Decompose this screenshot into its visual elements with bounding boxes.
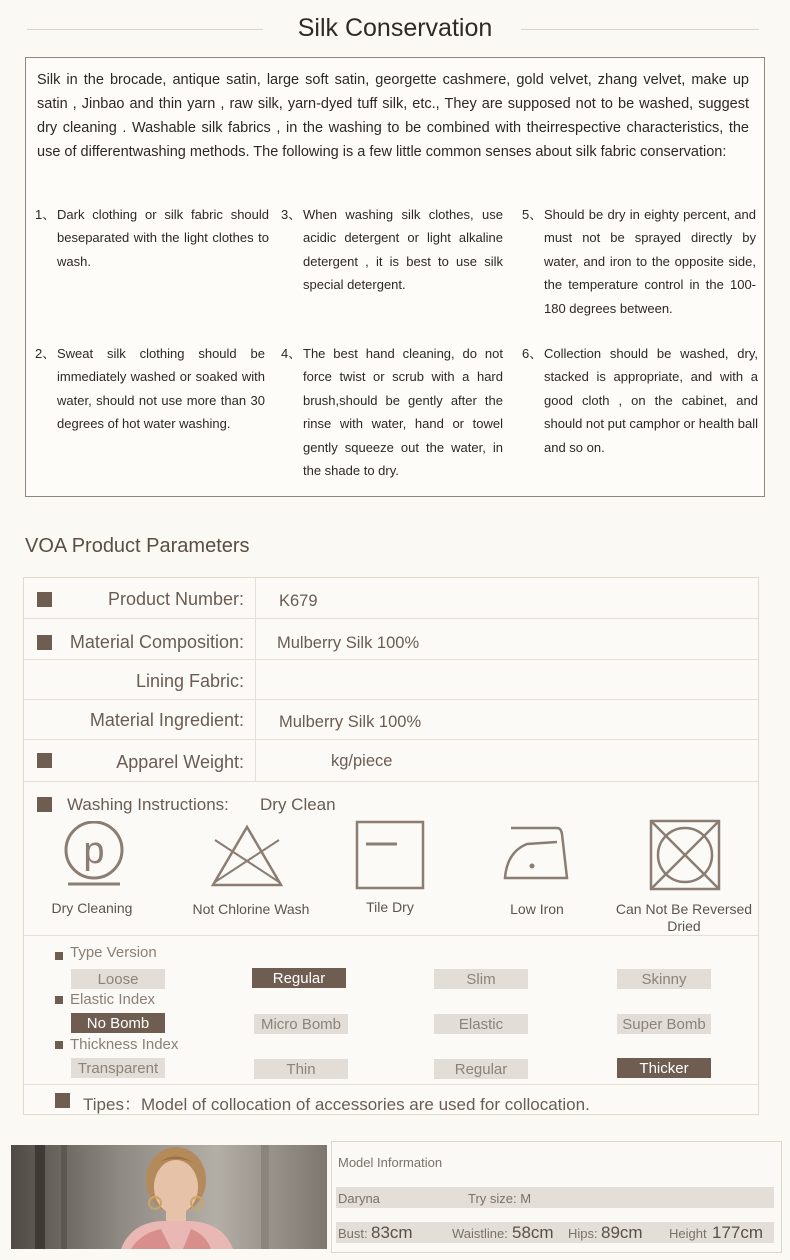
tile-dry-icon bbox=[355, 820, 425, 890]
param-label: Material Ingredient: bbox=[89, 710, 244, 730]
chip-thin: Thin bbox=[254, 1059, 348, 1079]
row-divider bbox=[255, 739, 256, 781]
tip-number: 6、 bbox=[522, 346, 543, 361]
silk-intro-text: Silk in the brocade, antique satin, large soft satin, georgette cashmere, gold velvet, zhang velvet, make up satin , Jinbao and thin yarn , raw silk, yarn-dyed tuff silk, etc., They are supposed not to be washed, suggest dry cleaning . Washable silk fabrics , in the washing to be combined with theirrespective characteristics, the use of differentwashing methods. The following is a few little common senses about silk fabric conservation: bbox=[37, 72, 749, 160]
waist-value: 58cm bbox=[512, 1223, 554, 1242]
wash-icon-label: Tile Dry bbox=[366, 899, 414, 915]
param-value: kg/piece bbox=[331, 752, 393, 770]
tip-number: 1、 bbox=[35, 207, 56, 222]
params-table bbox=[23, 577, 759, 1115]
hips-label: Hips: bbox=[568, 1226, 598, 1241]
bullet-square-icon bbox=[55, 1041, 63, 1049]
param-value: Mulberry Silk 100% bbox=[279, 713, 422, 731]
param-row-material-composition bbox=[24, 618, 758, 660]
washing-section bbox=[24, 781, 758, 936]
chip-thicker: Thicker bbox=[617, 1058, 711, 1078]
row-divider bbox=[255, 618, 256, 659]
model-info-panel bbox=[331, 1141, 782, 1253]
chip-loose: Loose bbox=[71, 969, 165, 989]
model-try-size: Try size: M bbox=[468, 1191, 532, 1206]
wash-icon-label: Not Chlorine Wash bbox=[192, 901, 310, 917]
tip-text: The best hand cleaning, do not force twist or scrub with a hard brush,should be gently after the rinse with water, hand or towel gently squeeze out the water, in the shade to dry. bbox=[303, 346, 503, 479]
bust-label: Bust: bbox=[338, 1226, 368, 1241]
index-label: Elastic Index bbox=[70, 991, 156, 1008]
waist-label: Waistline: bbox=[452, 1226, 508, 1241]
param-value: Mulberry Silk 100% bbox=[277, 634, 420, 652]
param-label: Apparel Weight: bbox=[116, 752, 244, 772]
page-title: Silk Conservation bbox=[297, 14, 493, 42]
tip-number: 4、 bbox=[281, 346, 302, 361]
tip-text: When washing silk clothes, use acidic detergent or light alkaline detergent , it is best to use silk special detergent. bbox=[303, 207, 503, 293]
chip-skinny: Skinny bbox=[617, 969, 711, 989]
collocation-tips: Tipes：Model of collocation of accessories are used for collocation. bbox=[83, 1095, 590, 1114]
bust-value: 83cm bbox=[371, 1223, 413, 1242]
param-row-lining-fabric bbox=[24, 659, 758, 700]
param-label: Material Composition: bbox=[69, 632, 244, 652]
silk-conservation-box bbox=[25, 57, 765, 497]
no-chlorine-icon bbox=[210, 824, 284, 888]
tip-text: Collection should be washed, dry, stacked is appropriate, and with a good cloth , on the cabinet, and should not put camphor or health ball and so on. bbox=[544, 346, 758, 455]
no-tumble-dry-icon bbox=[648, 818, 722, 892]
bullet-square-icon bbox=[37, 753, 52, 768]
tip-text: Dark clothing or silk fabric should beseparated with the light clothes to wash. bbox=[57, 207, 269, 269]
chip-slim: Slim bbox=[434, 969, 528, 989]
model-info-title: Model Information bbox=[338, 1155, 443, 1170]
chip-regular: Regular bbox=[252, 968, 346, 988]
index-label: Thickness Index bbox=[70, 1036, 179, 1053]
height-label: Height bbox=[669, 1226, 707, 1241]
tip-number: 3、 bbox=[281, 207, 302, 222]
param-label: Product Number: bbox=[107, 589, 244, 609]
tips-divider bbox=[24, 1084, 758, 1085]
param-row-product-number bbox=[24, 578, 758, 619]
model-photo bbox=[11, 1145, 327, 1249]
washing-value: Dry Clean bbox=[260, 795, 336, 814]
param-row-apparel-weight bbox=[24, 739, 758, 782]
index-label: Type Version bbox=[70, 944, 157, 961]
svg-text:p: p bbox=[83, 830, 105, 872]
chip-transparent: Transparent bbox=[71, 1058, 165, 1078]
param-label: Lining Fabric: bbox=[135, 671, 244, 691]
model-name: Daryna bbox=[338, 1191, 380, 1206]
bullet-square-icon bbox=[55, 996, 63, 1004]
chip-micro-bomb: Micro Bomb bbox=[254, 1014, 348, 1034]
wash-icon-label: Dry Cleaning bbox=[51, 900, 133, 916]
chip-super-bomb: Super Bomb bbox=[617, 1014, 711, 1034]
bullet-square-icon bbox=[55, 1093, 70, 1108]
bullet-square-icon bbox=[55, 952, 63, 960]
tip-number: 2、 bbox=[35, 346, 56, 361]
dry-cleaning-icon bbox=[62, 821, 126, 887]
model-measure-bar bbox=[336, 1222, 774, 1243]
param-row-material-ingredient bbox=[24, 699, 758, 740]
bullet-square-icon bbox=[37, 797, 52, 812]
tip-text: Should be dry in eighty percent, and must not be sprayed directly by water, and iron to the opposite side, the temperature control in the 100-180 degrees between. bbox=[544, 207, 756, 316]
tip-number: 5、 bbox=[522, 207, 543, 222]
bullet-square-icon bbox=[37, 635, 52, 650]
wash-icon-label: Can Not Be Reversed Dried bbox=[615, 901, 753, 934]
chip-no-bomb: No Bomb bbox=[71, 1013, 165, 1033]
row-divider bbox=[255, 659, 256, 699]
tip-text: Sweat silk clothing should be immediately washed or soaked with water, should not use more than 30 degrees of hot water washing. bbox=[57, 346, 265, 432]
row-divider bbox=[255, 578, 256, 618]
chip-regular-thickness: Regular bbox=[434, 1059, 528, 1079]
chip-elastic: Elastic bbox=[434, 1014, 528, 1034]
row-divider bbox=[255, 699, 256, 739]
low-iron-icon bbox=[501, 822, 571, 884]
model-photo-image bbox=[11, 1145, 327, 1249]
hips-value: 89cm bbox=[601, 1223, 643, 1242]
model-name-bar bbox=[336, 1187, 774, 1208]
bullet-square-icon bbox=[37, 592, 52, 607]
washing-label: Washing Instructions: bbox=[67, 795, 229, 814]
height-value: 177cm bbox=[712, 1223, 764, 1242]
wash-icon-label: Low Iron bbox=[510, 901, 564, 917]
params-section-title: VOA Product Parameters bbox=[25, 535, 250, 557]
param-value: K679 bbox=[279, 592, 318, 610]
